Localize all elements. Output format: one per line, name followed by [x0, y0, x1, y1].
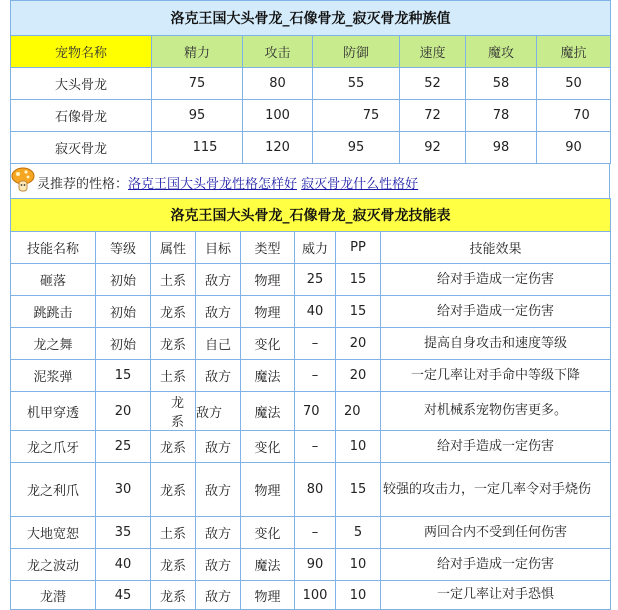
skill-level: 30 — [96, 463, 151, 517]
skill-power: 80 — [295, 463, 336, 517]
skill-target: 敌方 — [196, 392, 241, 431]
skill-effect: 一定几率让对手命中等级下降 — [381, 360, 611, 392]
skill-power: – — [295, 360, 336, 392]
skill-element: 龙系 — [151, 463, 196, 517]
skill-name: 龙之波动 — [11, 549, 96, 581]
skill-type: 物理 — [241, 264, 295, 296]
skill-level: 45 — [96, 581, 151, 610]
skill-pp: 10 — [336, 581, 381, 610]
skill-effect: 一定几率让对手恐惧 — [381, 581, 611, 610]
skills-table — [10, 198, 611, 610]
skill-type: 变化 — [241, 517, 295, 549]
stat-sp-defense: 70 — [537, 100, 611, 132]
recommend-bar — [10, 164, 610, 198]
skill-pp: 10 — [336, 431, 381, 463]
skill-type: 物理 — [241, 463, 295, 517]
skill-effect: 给对手造成一定伤害 — [381, 549, 611, 581]
skill-name: 砸落 — [11, 264, 96, 296]
skill-power: 90 — [295, 549, 336, 581]
skill-element: 龙系 — [151, 328, 196, 360]
skill-name: 龙之舞 — [11, 328, 96, 360]
skill-pp: 15 — [336, 264, 381, 296]
stat-attack: 80 — [243, 68, 313, 100]
skill-row — [11, 431, 611, 463]
stat-speed: 52 — [400, 68, 466, 100]
skill-row — [11, 549, 611, 581]
skill-name: 龙之爪牙 — [11, 431, 96, 463]
stats-row — [11, 132, 611, 164]
skills-header-target: 目标 — [196, 232, 241, 264]
skill-type: 变化 — [241, 431, 295, 463]
stats-header-attack: 攻击 — [243, 36, 313, 68]
skill-level: 初始 — [96, 328, 151, 360]
skills-table-title: 洛克王国大头骨龙_石像骨龙_寂灭骨龙技能表 — [11, 199, 611, 232]
stat-sp-attack: 58 — [466, 68, 537, 100]
skill-target: 敌方 — [196, 431, 241, 463]
skill-target: 敌方 — [196, 264, 241, 296]
skill-name: 跳跳击 — [11, 296, 96, 328]
skills-header-row — [11, 232, 611, 264]
skill-effect: 给对手造成一定伤害 — [381, 296, 611, 328]
skills-header-power: 威力 — [295, 232, 336, 264]
skill-type: 魔法 — [241, 392, 295, 431]
skill-power: – — [295, 431, 336, 463]
skill-level: 40 — [96, 549, 151, 581]
skill-row — [11, 264, 611, 296]
stat-defense: 55 — [313, 68, 400, 100]
skill-power: – — [295, 328, 336, 360]
skill-element: 龙系 — [151, 549, 196, 581]
stat-defense: 95 — [313, 132, 400, 164]
stats-header-name: 宠物名称 — [11, 36, 152, 68]
skills-header-element: 属性 — [151, 232, 196, 264]
skill-pp: 15 — [336, 296, 381, 328]
skill-power: 25 — [295, 264, 336, 296]
stats-row — [11, 100, 611, 132]
skill-type: 物理 — [241, 296, 295, 328]
skill-power: 40 — [295, 296, 336, 328]
stats-header-row — [11, 36, 611, 68]
stats-header-speed: 速度 — [400, 36, 466, 68]
recommend-text — [37, 173, 418, 192]
stat-speed: 92 — [400, 132, 466, 164]
stats-row — [11, 68, 611, 100]
skill-pp: 20 — [336, 392, 381, 431]
skill-element: 土系 — [151, 517, 196, 549]
skill-element: 土系 — [151, 360, 196, 392]
mushroom-icon — [11, 167, 35, 193]
skill-name: 龙潜 — [11, 581, 96, 610]
stats-table — [10, 0, 611, 164]
skill-target: 敌方 — [196, 463, 241, 517]
skill-element: 龙系 — [151, 392, 196, 431]
recommend-link-personality[interactable]: 洛克王国大头骨龙性格怎样好 — [128, 177, 298, 192]
skills-header-effect: 技能效果 — [381, 232, 611, 264]
skill-effect: 给对手造成一定伤害 — [381, 264, 611, 296]
skill-pp: 10 — [336, 549, 381, 581]
skill-effect: 提高自身攻击和速度等级 — [381, 328, 611, 360]
skill-row — [11, 296, 611, 328]
skill-level: 初始 — [96, 264, 151, 296]
skill-level: 25 — [96, 431, 151, 463]
skill-name: 大地宽恕 — [11, 517, 96, 549]
stats-header-hp: 精力 — [152, 36, 243, 68]
skill-row — [11, 328, 611, 360]
pet-name: 寂灭骨龙 — [11, 132, 152, 164]
skill-effect: 两回合内不受到任何伤害 — [381, 517, 611, 549]
skill-power: – — [295, 517, 336, 549]
skill-pp: 20 — [336, 360, 381, 392]
skill-target: 自己 — [196, 328, 241, 360]
skill-name: 龙之利爪 — [11, 463, 96, 517]
skill-type: 魔法 — [241, 549, 295, 581]
skill-type: 变化 — [241, 328, 295, 360]
skill-target: 敌方 — [196, 517, 241, 549]
stat-defense: 75 — [313, 100, 400, 132]
skill-level: 初始 — [96, 296, 151, 328]
stats-header-sp-defense: 魔抗 — [537, 36, 611, 68]
skill-row — [11, 581, 611, 610]
skill-element: 龙系 — [151, 431, 196, 463]
stat-hp: 95 — [152, 100, 243, 132]
skill-target: 敌方 — [196, 549, 241, 581]
skill-type: 物理 — [241, 581, 295, 610]
skill-element: 龙系 — [151, 581, 196, 610]
skill-pp: 5 — [336, 517, 381, 549]
stat-sp-attack: 78 — [466, 100, 537, 132]
stats-header-sp-attack: 魔攻 — [466, 36, 537, 68]
skill-name: 机甲穿透 — [11, 392, 96, 431]
skill-target: 敌方 — [196, 360, 241, 392]
skill-pp: 15 — [336, 463, 381, 517]
skills-header-type: 类型 — [241, 232, 295, 264]
skill-row — [11, 392, 611, 431]
skill-effect: 给对手造成一定伤害 — [381, 431, 611, 463]
skill-target: 敌方 — [196, 296, 241, 328]
skill-name: 泥浆弹 — [11, 360, 96, 392]
stat-attack: 120 — [243, 132, 313, 164]
skill-power: 100 — [295, 581, 336, 610]
stat-sp-defense: 50 — [537, 68, 611, 100]
stat-attack: 100 — [243, 100, 313, 132]
skill-row — [11, 360, 611, 392]
skills-header-name: 技能名称 — [11, 232, 96, 264]
skill-target: 敌方 — [196, 581, 241, 610]
skill-level: 20 — [96, 392, 151, 431]
stat-speed: 72 — [400, 100, 466, 132]
skill-effect: 较强的攻击力，一定几率令对手烧伤 — [381, 463, 611, 517]
stat-hp: 115 — [152, 132, 243, 164]
skill-effect: 对机械系宠物伤害更多。 — [381, 392, 611, 431]
stats-header-defense: 防御 — [313, 36, 400, 68]
skill-level: 35 — [96, 517, 151, 549]
skills-header-pp: PP — [336, 232, 381, 264]
pet-name: 石像骨龙 — [11, 100, 152, 132]
skills-header-level: 等级 — [96, 232, 151, 264]
recommend-link-nature[interactable]: 寂灭骨龙什么性格好 — [301, 177, 419, 192]
page — [10, 0, 610, 610]
skill-level: 15 — [96, 360, 151, 392]
skill-element: 龙系 — [151, 296, 196, 328]
stat-sp-attack: 98 — [466, 132, 537, 164]
skill-type: 魔法 — [241, 360, 295, 392]
stats-table-title: 洛克王国大头骨龙_石像骨龙_寂灭骨龙种族值 — [11, 1, 611, 36]
skill-row — [11, 517, 611, 549]
skill-pp: 20 — [336, 328, 381, 360]
stat-hp: 75 — [152, 68, 243, 100]
skill-row — [11, 463, 611, 517]
skill-power: 70 — [295, 392, 336, 431]
skill-element: 土系 — [151, 264, 196, 296]
recommend-label: 灵推荐的性格： — [37, 177, 129, 192]
pet-name: 大头骨龙 — [11, 68, 152, 100]
stat-sp-defense: 90 — [537, 132, 611, 164]
